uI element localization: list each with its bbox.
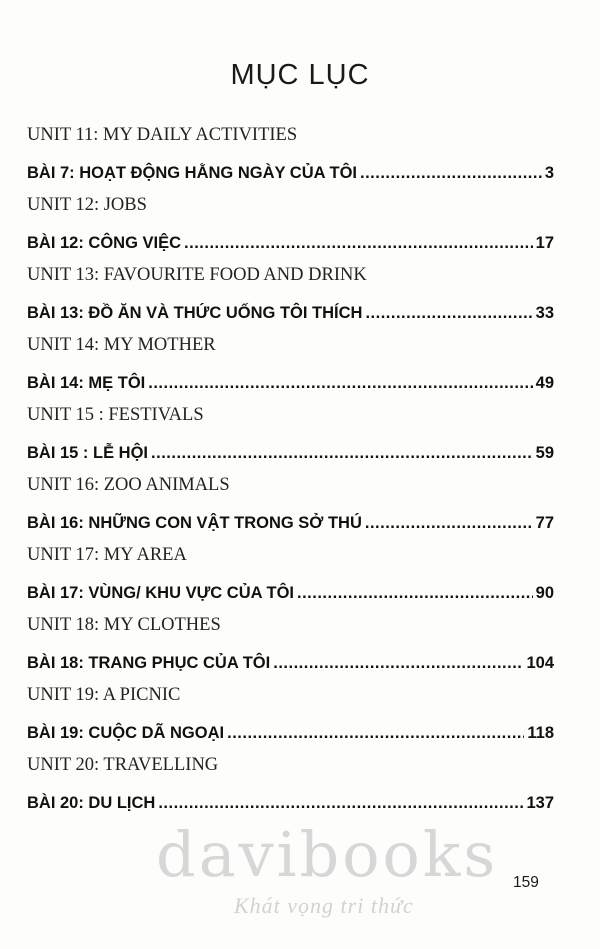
dot-leader bbox=[151, 436, 533, 471]
lesson-line bbox=[27, 786, 554, 821]
dot-leader bbox=[297, 576, 533, 611]
unit-heading: UNIT 20: TRAVELLING bbox=[27, 755, 219, 775]
lesson-page-number: 90 bbox=[535, 584, 554, 602]
lesson-line bbox=[27, 366, 554, 401]
lesson-title: BÀI 17: VÙNG/ KHU VỰC CỦA TÔI bbox=[27, 584, 295, 602]
unit-heading: UNIT 19: A PICNIC bbox=[27, 685, 181, 705]
lesson-line bbox=[27, 576, 554, 611]
page-title: MỤC LỤC bbox=[230, 59, 370, 92]
lesson-line bbox=[27, 156, 554, 191]
lesson-page-number: 137 bbox=[526, 794, 554, 812]
lesson-page-number: 118 bbox=[527, 724, 554, 742]
lesson-line bbox=[27, 436, 554, 471]
dot-leader bbox=[365, 506, 533, 541]
toc-entry bbox=[27, 121, 554, 191]
toc-entry bbox=[27, 401, 554, 471]
dot-leader bbox=[365, 296, 532, 331]
lesson-page-number: 104 bbox=[526, 654, 554, 672]
unit-heading: UNIT 17: MY AREA bbox=[27, 545, 187, 565]
dot-leader bbox=[273, 646, 523, 681]
lesson-line bbox=[27, 506, 554, 541]
toc-entry bbox=[27, 681, 554, 751]
unit-heading: UNIT 15 : FESTIVALS bbox=[27, 405, 204, 425]
lesson-title: BÀI 15 : LỄ HỘI bbox=[27, 444, 149, 462]
dot-leader bbox=[158, 786, 523, 821]
toc-entry bbox=[27, 751, 554, 821]
lesson-page-number: 33 bbox=[535, 304, 554, 322]
table-of-contents bbox=[27, 121, 554, 821]
book-page-number: 159 bbox=[513, 874, 539, 891]
watermark-slogan: Khát vọng tri thức bbox=[234, 893, 414, 918]
lesson-title: BÀI 18: TRANG PHỤC CỦA TÔI bbox=[27, 654, 271, 672]
lesson-page-number: 77 bbox=[535, 514, 554, 532]
toc-entry bbox=[27, 331, 554, 401]
dot-leader bbox=[148, 366, 532, 401]
lesson-line bbox=[27, 646, 554, 681]
dot-leader bbox=[227, 716, 524, 751]
unit-heading: UNIT 13: FAVOURITE FOOD AND DRINK bbox=[27, 265, 367, 285]
dot-leader bbox=[184, 226, 533, 261]
lesson-title: BÀI 20: DU LỊCH bbox=[27, 794, 156, 812]
lesson-title: BÀI 14: MẸ TÔI bbox=[27, 374, 146, 392]
lesson-page-number: 49 bbox=[535, 374, 554, 392]
lesson-line bbox=[27, 716, 554, 751]
toc-entry bbox=[27, 191, 554, 261]
toc-entry bbox=[27, 261, 554, 331]
lesson-page-number: 59 bbox=[535, 444, 554, 462]
unit-heading: UNIT 16: ZOO ANIMALS bbox=[27, 475, 230, 495]
lesson-title: BÀI 13: ĐỒ ĂN VÀ THỨC UỐNG TÔI THÍCH bbox=[27, 304, 363, 322]
lesson-line bbox=[27, 226, 554, 261]
lesson-title: BÀI 19: CUỘC DÃ NGOẠI bbox=[27, 724, 225, 742]
toc-entry bbox=[27, 541, 554, 611]
unit-heading: UNIT 18: MY CLOTHES bbox=[27, 615, 221, 635]
unit-heading: UNIT 12: JOBS bbox=[27, 195, 147, 215]
unit-heading: UNIT 11: MY DAILY ACTIVITIES bbox=[27, 125, 298, 145]
lesson-title: BÀI 12: CÔNG VIỆC bbox=[27, 234, 182, 252]
unit-heading: UNIT 14: MY MOTHER bbox=[27, 335, 216, 355]
lesson-title: BÀI 7: HOẠT ĐỘNG HẰNG NGÀY CỦA TÔI bbox=[27, 164, 358, 182]
toc-entry bbox=[27, 471, 554, 541]
watermark-brand: davibooks bbox=[156, 818, 499, 891]
lesson-title: BÀI 16: NHỮNG CON VẬT TRONG SỞ THÚ bbox=[27, 514, 362, 532]
toc-entry bbox=[27, 611, 554, 681]
dot-leader bbox=[360, 156, 542, 191]
lesson-page-number: 3 bbox=[544, 164, 554, 182]
lesson-line bbox=[27, 296, 554, 331]
lesson-page-number: 17 bbox=[535, 234, 554, 252]
